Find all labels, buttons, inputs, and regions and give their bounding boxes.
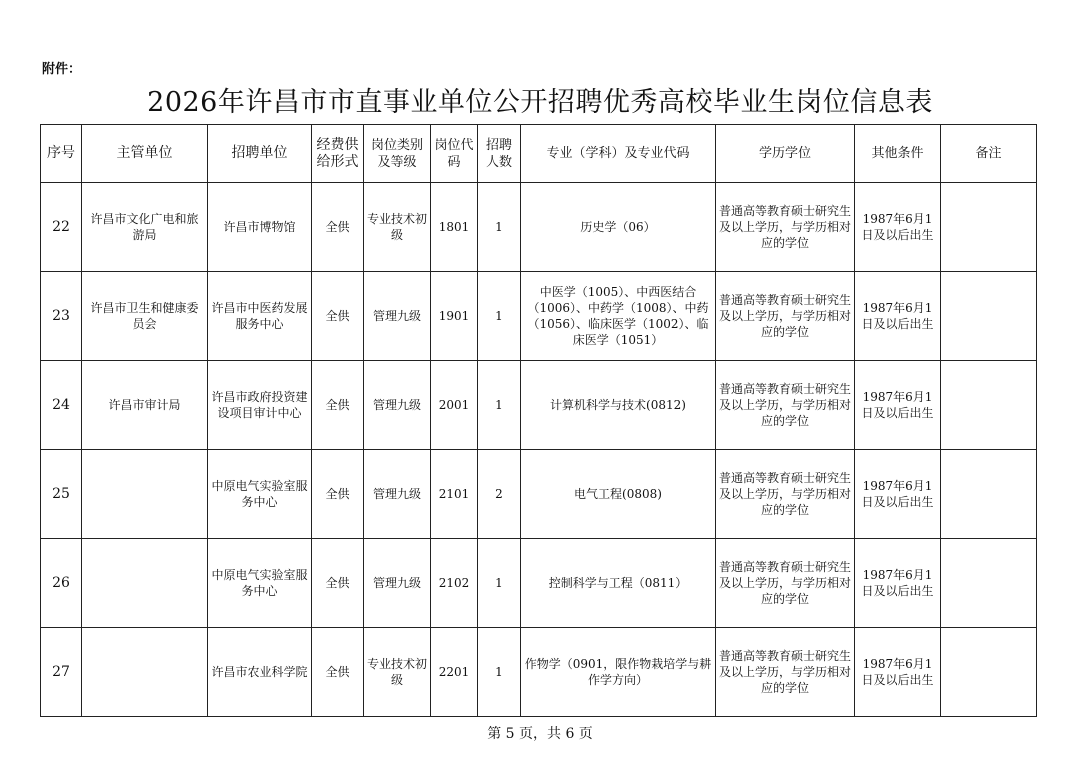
cell-seq: 22 <box>41 183 82 272</box>
header-unit: 招聘单位 <box>208 125 312 183</box>
cell-remark <box>941 272 1037 361</box>
cell-funding: 全供 <box>312 361 364 450</box>
header-remark: 备注 <box>941 125 1037 183</box>
cell-other: 1987年6月1日及以后出生 <box>855 272 941 361</box>
cell-count: 1 <box>478 183 521 272</box>
cell-education: 普通高等教育硕士研究生及以上学历，与学历相对应的学位 <box>716 272 855 361</box>
cell-major: 计算机科学与技术(0812) <box>521 361 716 450</box>
cell-remark <box>941 628 1037 717</box>
cell-code: 1901 <box>431 272 478 361</box>
cell-other: 1987年6月1日及以后出生 <box>855 539 941 628</box>
header-education: 学历学位 <box>716 125 855 183</box>
header-code: 岗位代码 <box>431 125 478 183</box>
table-row <box>41 539 1037 628</box>
cell-other: 1987年6月1日及以后出生 <box>855 183 941 272</box>
cell-code: 2001 <box>431 361 478 450</box>
cell-funding: 全供 <box>312 272 364 361</box>
cell-major: 电气工程(0808) <box>521 450 716 539</box>
table-row <box>41 450 1037 539</box>
cell-major: 中医学（1005）、中西医结合（1006）、中药学（1008）、中药（1056）、临床医学（1002）、临床医学（1051） <box>521 272 716 361</box>
cell-authority <box>82 628 208 717</box>
cell-category: 管理九级 <box>364 450 431 539</box>
table-row <box>41 183 1037 272</box>
cell-funding: 全供 <box>312 450 364 539</box>
table-row <box>41 272 1037 361</box>
cell-authority: 许昌市审计局 <box>82 361 208 450</box>
cell-other: 1987年6月1日及以后出生 <box>855 628 941 717</box>
cell-category: 管理九级 <box>364 539 431 628</box>
cell-funding: 全供 <box>312 183 364 272</box>
cell-remark <box>941 450 1037 539</box>
cell-category: 管理九级 <box>364 361 431 450</box>
positions-table <box>40 124 1037 717</box>
cell-authority <box>82 450 208 539</box>
cell-seq: 25 <box>41 450 82 539</box>
cell-unit: 许昌市博物馆 <box>208 183 312 272</box>
cell-funding: 全供 <box>312 628 364 717</box>
cell-other: 1987年6月1日及以后出生 <box>855 361 941 450</box>
cell-count: 1 <box>478 272 521 361</box>
cell-seq: 26 <box>41 539 82 628</box>
cell-count: 1 <box>478 628 521 717</box>
cell-authority <box>82 539 208 628</box>
cell-major: 历史学（06） <box>521 183 716 272</box>
cell-category: 专业技术初级 <box>364 628 431 717</box>
header-category: 岗位类别及等级 <box>364 125 431 183</box>
table-row <box>41 628 1037 717</box>
header-row <box>41 125 1037 183</box>
cell-seq: 24 <box>41 361 82 450</box>
cell-unit: 许昌市中医药发展服务中心 <box>208 272 312 361</box>
cell-education: 普通高等教育硕士研究生及以上学历，与学历相对应的学位 <box>716 539 855 628</box>
page-footer: 第 5 页，共 6 页 <box>487 726 593 742</box>
cell-education: 普通高等教育硕士研究生及以上学历，与学历相对应的学位 <box>716 183 855 272</box>
cell-count: 2 <box>478 450 521 539</box>
cell-education: 普通高等教育硕士研究生及以上学历，与学历相对应的学位 <box>716 628 855 717</box>
header-authority: 主管单位 <box>82 125 208 183</box>
header-count: 招聘人数 <box>478 125 521 183</box>
table-row <box>41 361 1037 450</box>
attachment-label: 附件： <box>42 62 82 77</box>
cell-unit: 许昌市农业科学院 <box>208 628 312 717</box>
cell-major: 作物学（0901，限作物栽培学与耕作学方向） <box>521 628 716 717</box>
cell-seq: 23 <box>41 272 82 361</box>
cell-authority: 许昌市文化广电和旅游局 <box>82 183 208 272</box>
cell-count: 1 <box>478 361 521 450</box>
document-title: 2026年许昌市市直事业单位公开招聘优秀高校毕业生岗位信息表 <box>147 87 933 118</box>
header-seq: 序号 <box>41 125 82 183</box>
cell-remark <box>941 183 1037 272</box>
cell-remark <box>941 539 1037 628</box>
cell-education: 普通高等教育硕士研究生及以上学历，与学历相对应的学位 <box>716 450 855 539</box>
cell-remark <box>941 361 1037 450</box>
cell-unit: 许昌市政府投资建设项目审计中心 <box>208 361 312 450</box>
cell-code: 1801 <box>431 183 478 272</box>
cell-unit: 中原电气实验室服务中心 <box>208 450 312 539</box>
cell-unit: 中原电气实验室服务中心 <box>208 539 312 628</box>
header-major: 专业（学科）及专业代码 <box>521 125 716 183</box>
cell-code: 2102 <box>431 539 478 628</box>
cell-education: 普通高等教育硕士研究生及以上学历，与学历相对应的学位 <box>716 361 855 450</box>
cell-category: 管理九级 <box>364 272 431 361</box>
cell-count: 1 <box>478 539 521 628</box>
header-other: 其他条件 <box>855 125 941 183</box>
cell-code: 2101 <box>431 450 478 539</box>
header-funding: 经费供给形式 <box>312 125 364 183</box>
cell-authority: 许昌市卫生和健康委员会 <box>82 272 208 361</box>
cell-code: 2201 <box>431 628 478 717</box>
cell-other: 1987年6月1日及以后出生 <box>855 450 941 539</box>
cell-seq: 27 <box>41 628 82 717</box>
cell-funding: 全供 <box>312 539 364 628</box>
cell-category: 专业技术初级 <box>364 183 431 272</box>
cell-major: 控制科学与工程（0811） <box>521 539 716 628</box>
